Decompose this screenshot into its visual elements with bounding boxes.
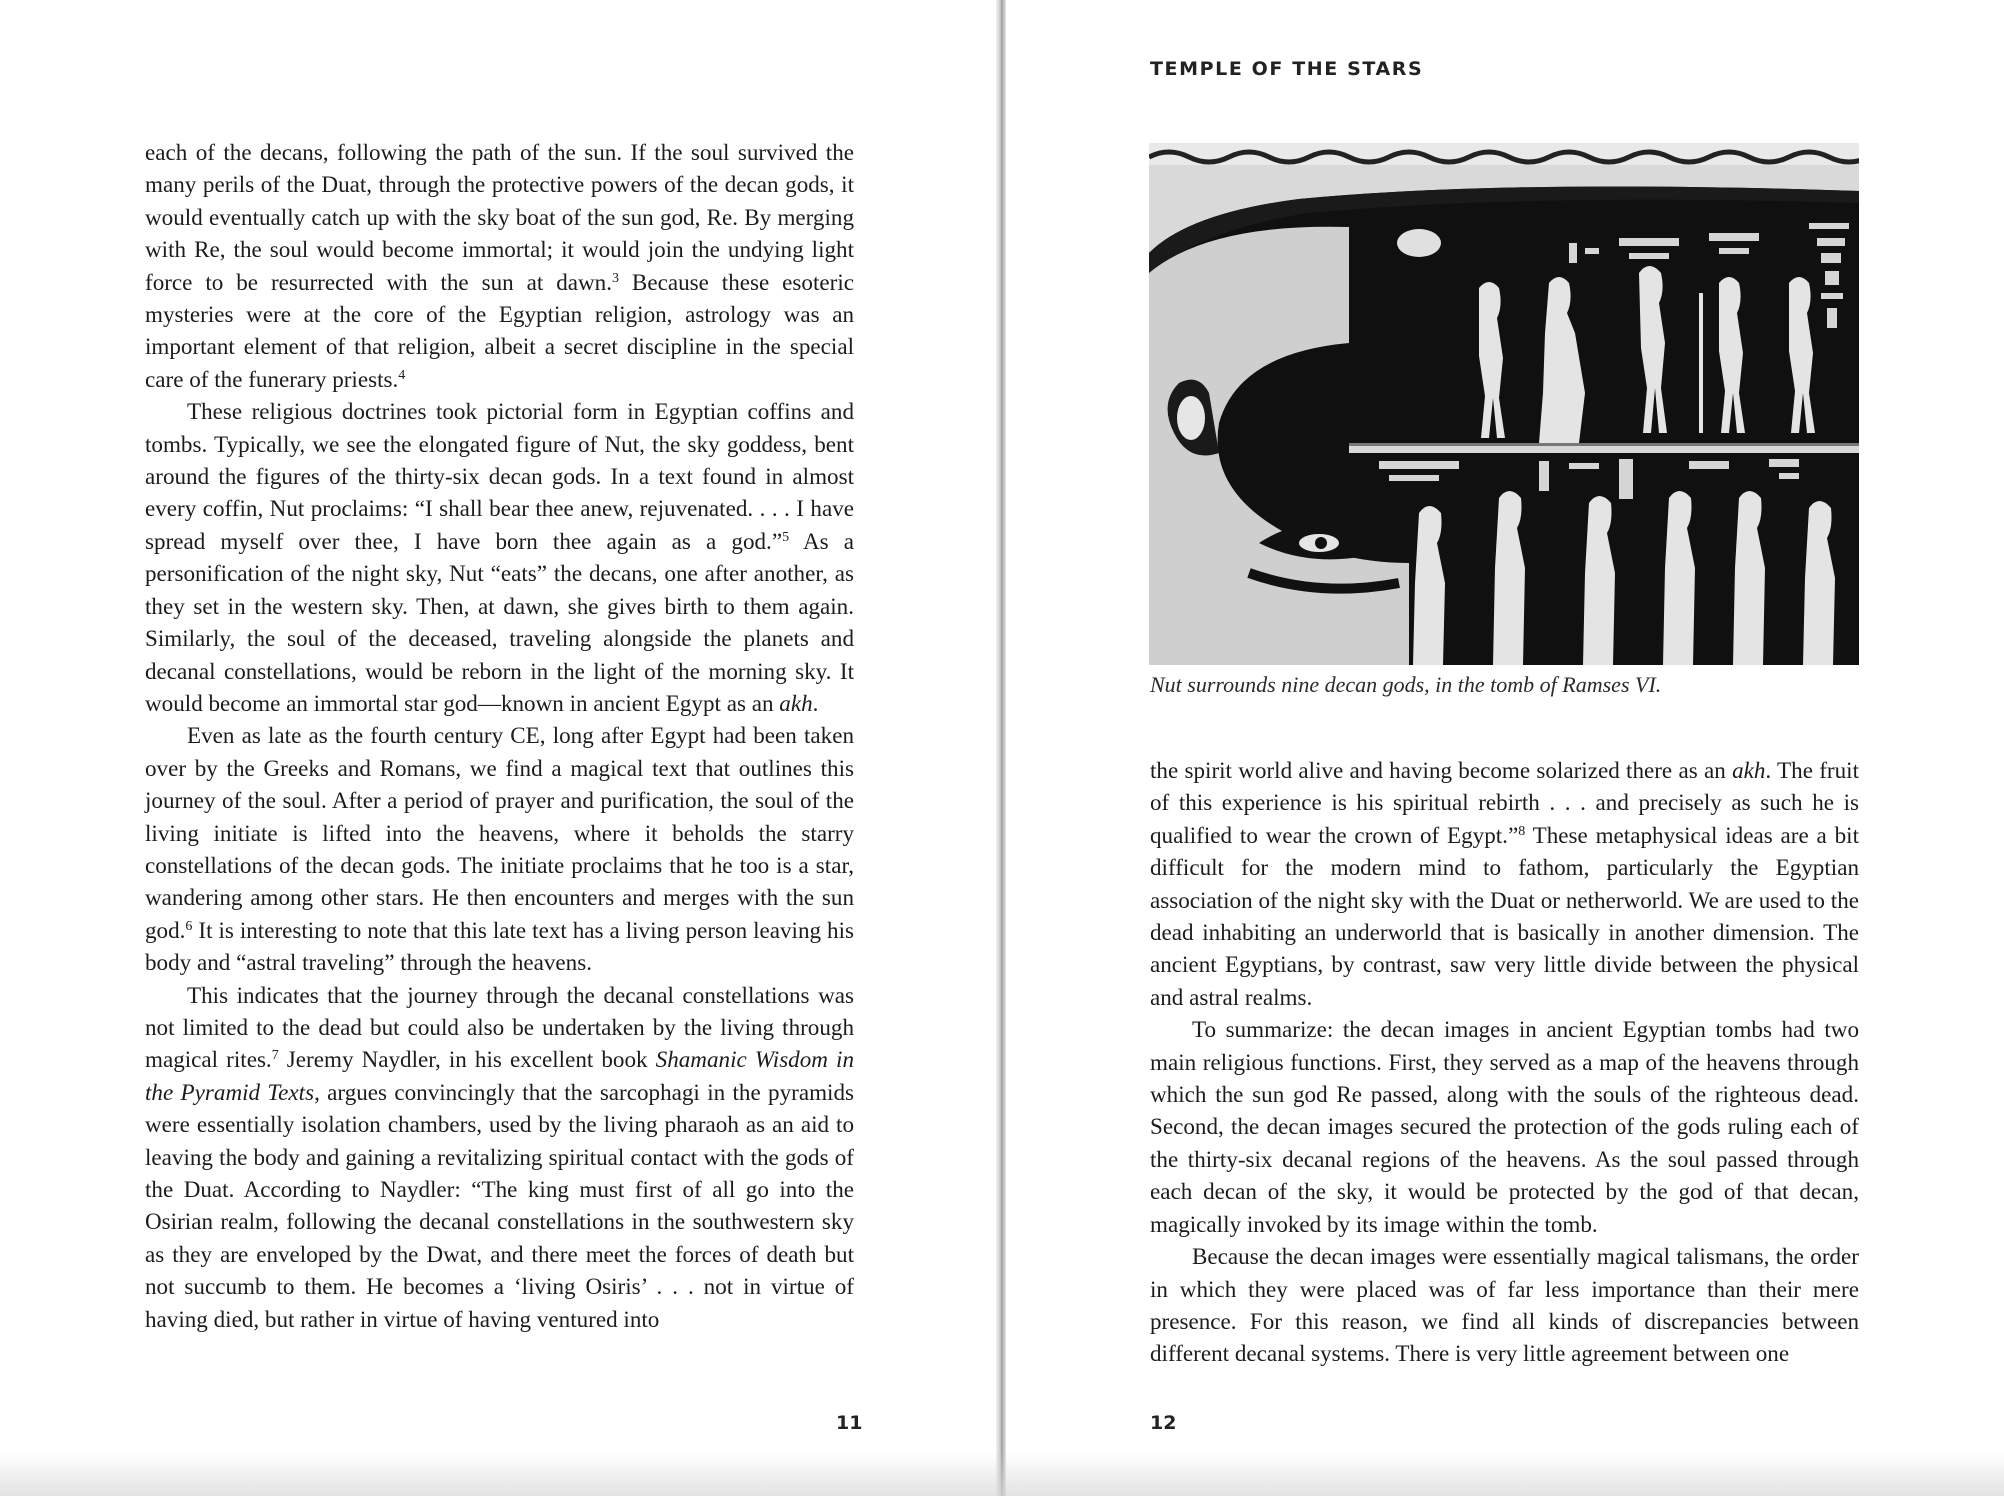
text-run: the spirit world alive and having become solarized there as an (1150, 757, 1733, 783)
body-paragraph (1150, 1240, 1859, 1370)
left-page-body (145, 136, 854, 1335)
body-paragraph (145, 395, 854, 719)
text-run: These religious doctrines took pictorial form in Egyptian coffins and tombs. Typically, we see the elongated figure of Nut, the sky goddess, bent around the figures of the thirty-six decan gods. In a text found in almost every coffin, Nut proclaims: “I shall bear thee anew, rejuvenated. . . . I have spread myself over thee, I have born thee again as a god.” (145, 398, 854, 554)
page-gutter (996, 0, 1006, 1496)
text-run: This indicates that the journey through the decanal constellations was not limited to the dead but could also be undertaken by the living through magical rites. (145, 981, 854, 1073)
tomb-illustration (1149, 143, 1859, 665)
italic-text: akh (779, 689, 813, 716)
text-run: each of the decans, following the path of the sun. If the soul survived the many perils of the Duat, through the protective powers of the decan gods, it would eventually catch up with the sky boat of the sun god, Re. By merging with Re, the soul would become immortal; it would join the undying light force to be resurrected with the sun at dawn. (145, 139, 854, 295)
footnote-marker: 5 (782, 529, 790, 545)
body-paragraph (145, 979, 854, 1335)
text-run: It is interesting to note that this late text has a living person leaving his body and “astral traveling” through the heavens. (145, 916, 854, 976)
text-run: Because these esoteric mysteries were at the core of the Egyptian religion, astrology was an important element of that religion, albeit a secret discipline in the special care of the funerary priests. (145, 268, 854, 392)
figure-caption: Nut surrounds nine decan gods, in the tomb of Ramses VI. (1150, 672, 1662, 697)
page-number-left: 11 (836, 1412, 863, 1434)
page-bottom-shadow (0, 1452, 2004, 1496)
footnote-marker: 6 (185, 918, 193, 934)
footnote-marker: 4 (398, 367, 406, 383)
footnote-marker: 3 (612, 270, 619, 286)
footnote-marker: 7 (271, 1048, 279, 1064)
text-run: To summarize: the decan images in ancient Egyptian tombs had two main religious functions. First, they served as a map of the heavens through which the sun god Re passed, along with the souls of the righteous dead. Second, the decan images secured the protection of the gods ruling each of the thirty-six decanal regions of the heavens. As the soul passed through each decan of the sky, it would be protected by the god of that decan, magically invoked by its image within the tomb. (1150, 1016, 1859, 1237)
text-run: Because the decan images were essentially magical talismans, the order in which they were placed was of far less importance than their mere presence. For this reason, we find all kinds of discrepancies between different decanal systems. There is very little agreement between one (1150, 1243, 1859, 1367)
body-paragraph (1150, 1013, 1859, 1240)
running-head: TEMPLE OF THE STARS (1150, 58, 1424, 80)
italic-text: akh (1732, 757, 1766, 783)
text-run: . (812, 689, 819, 716)
text-run: Jeremy Naydler, in his excellent book (278, 1046, 656, 1073)
text-run: These metaphysical ideas are a bit difficult for the modern mind to fathom, particularly the Egyptian association of the night sky with the Duat or netherworld. We are used to the dead inhabiting an underworld that is basically in another dimension. The ancient Egyptians, by contrast, saw very little divide between the physical and astral realms. (1150, 821, 1859, 1010)
text-run: , argues convincingly that the sarcophagi in the pyramids were essentially isolation chambers, used by the living pharaoh as an aid to leaving the body and gaining a revitalizing spiritual contact with the gods of the Duat. According to Naydler: “The king must first of all go into the Osirian realm, following the decanal constellations in the southwestern sky as they are enveloped by the Dwat, and there meet the forces of death but not succumb to them. He becomes a ‘living Osiris’ . . . not in virtue of having died, but rather in virtue of having ventured into (145, 1078, 855, 1332)
body-paragraph (1150, 754, 1859, 1013)
body-paragraph (145, 719, 854, 978)
italic-text: Shamanic Wisdom in the Pyramid Texts (145, 1046, 854, 1105)
footnote-marker: 8 (1518, 823, 1526, 839)
body-paragraph (145, 136, 854, 395)
text-run: . The fruit of this experience is his spiritual rebirth . . . and precisely as such he is qualified to wear the crown of Egypt.” (1150, 757, 1859, 848)
text-run: As a personification of the night sky, Nut “eats” the decans, one after another, as they set in the western sky. Then, at dawn, she gives birth to them again. Similarly, the soul of the deceased, traveling alongside the planets and decanal constellations, would be reborn in the light of the morning sky. It would become an immortal star god—known in ancient Egypt as an (145, 527, 854, 716)
page-number-right: 12 (1150, 1412, 1177, 1434)
right-page-body (1150, 754, 1859, 1370)
text-run: Even as late as the fourth century CE, long after Egypt had been taken over by the Greeks and Romans, we find a magical text that outlines this journey of the soul. After a period of prayer and purification, the soul of the living initiate is lifted into the heavens, where it beholds the starry constellations of the decan gods. The initiate proclaims that he too is a star, wandering among other stars. He then encounters and merges with the sun god. (145, 722, 854, 943)
